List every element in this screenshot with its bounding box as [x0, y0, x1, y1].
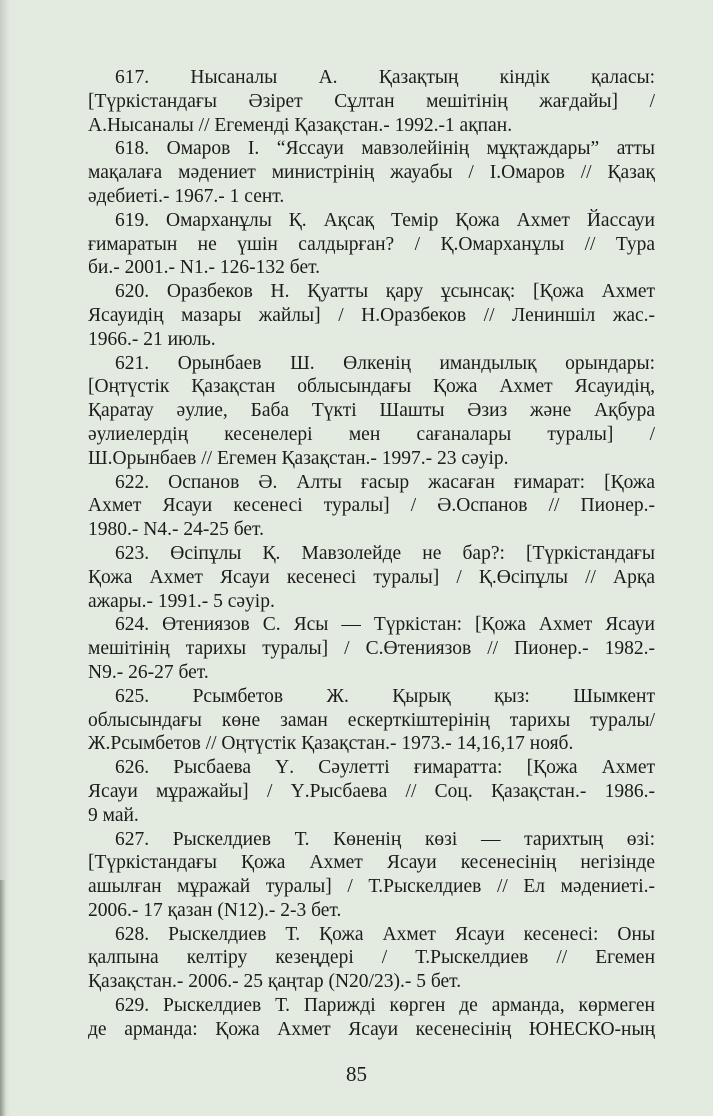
bibliography-entry: [88, 471, 655, 542]
entry-line: қалпына келтіру кезеңдері / Т.Рыскелдиев // Егемен: [88, 947, 655, 969]
bibliography-entry: [88, 137, 655, 208]
entry-line: [Түркістандағы Қожа Ахмет Ясауи кесенесінің негізінде: [88, 852, 655, 874]
entry-line: де арманда: Қожа Ахмет Ясауи кесенесінің ЮНЕСКО-ның: [88, 1018, 655, 1040]
entry-line: 621. Орынбаев Ш. Өлкенің имандылық орындары:: [115, 352, 655, 374]
entry-line: облысындағы көне заман ескерткіштерінің тарихы туралы/: [88, 709, 655, 731]
entry-line: Ш.Орынбаев // Егемен Қазақстан.- 1997.- 23 сәуір.: [88, 447, 509, 469]
entry-line: ашылған мұражай туралы] / Т.Рыскелдиев // Ел мәдениеті.-: [88, 876, 655, 898]
bibliography-entry: [88, 209, 655, 280]
bibliography-entry: [88, 923, 655, 994]
entry-line: ажары.- 1991.- 5 сәуір.: [88, 590, 275, 612]
bibliography-entry: [88, 756, 655, 827]
entry-line: Ясауи мұражайы] / Ү.Рысбаева // Соц. Қазақстан.- 1986.-: [88, 780, 655, 802]
entry-line: 9 май.: [88, 804, 139, 826]
entry-line: Ж.Рсымбетов // Оңтүстік Қазақстан.- 1973.- 14,16,17 нояб.: [88, 733, 574, 755]
entry-line: мақалаға мәдениет министрінің жауабы / І.Омаров // Қазақ: [88, 162, 655, 184]
entry-line: 629. Рыскелдиев Т. Парижді көрген де арманда, көрмеген: [115, 995, 655, 1017]
page-number: 85: [346, 1062, 367, 1086]
entry-line: 627. Рыскелдиев Т. Көненің көзі — тарихтың өзі:: [115, 828, 655, 850]
entry-line: 620. Оразбеков Н. Қуатты қару ұсынсақ: [Қожа Ахмет: [115, 281, 655, 303]
entry-line: 1966.- 21 июль.: [88, 328, 216, 350]
entry-line: 1980.- N4.- 24-25 бет.: [88, 519, 264, 541]
entry-line: ғимаратын не үшін салдырған? / Қ.Омарханұлы // Тура: [88, 233, 655, 255]
entry-line: 617. Нысаналы А. Қазақтың кіндік қаласы:: [115, 67, 655, 88]
entry-line: 623. Өсіпұлы Қ. Мавзолейде не бар?: [Түркістандағы: [115, 542, 655, 564]
entry-line: 628. Рыскелдиев Т. Қожа Ахмет Ясауи кесенесі: Оны: [115, 923, 655, 945]
entry-line: Қаратау әулие, Баба Түкті Шашты Әзиз және Ақбура: [88, 400, 655, 422]
entry-line: Қазақстан.- 2006.- 25 қаңтар (N20/23).- 5 бет.: [88, 971, 462, 993]
bibliography-entry: [88, 352, 655, 471]
entry-line: мешітінің тарихы туралы] / С.Өтениязов // Пионер.- 1982.-: [88, 638, 655, 660]
entry-line: 619. Омарханұлы Қ. Ақсақ Темір Қожа Ахмет Йассауи: [115, 209, 655, 231]
entry-line: А.Нысаналы // Егеменді Қазақстан.- 1992.-1 ақпан.: [88, 114, 513, 136]
entry-line: Ахмет Ясауи кесенесі туралы] / Ә.Оспанов // Пионер.-: [88, 495, 655, 517]
entry-line: Қожа Ахмет Ясауи кесенесі туралы] / Қ.Өсіпұлы // Арқа: [88, 566, 655, 588]
bibliography-entry: [88, 280, 655, 351]
bibliography-list: [88, 66, 655, 1042]
bibliography-entry: [88, 994, 655, 1042]
entry-line: әулиелердің кесенелері мен сағаналары туралы] /: [88, 423, 655, 445]
bibliography-entry: [88, 542, 655, 613]
entry-line: [Түркістандағы Әзірет Сұлтан мешітінің жағдайы] /: [88, 90, 655, 112]
entry-line: [Оңтүстік Қазақстан облысындағы Қожа Ахмет Ясауидің,: [88, 376, 655, 398]
entry-line: 2006.- 17 қазан (N12).- 2-3 бет.: [88, 899, 342, 921]
entry-line: Ясауидің мазары жайлы] / Н.Оразбеков // Лениншіл жас.-: [88, 304, 655, 326]
entry-line: 626. Рысбаева Ү. Сәулетті ғимаратта: [Қожа Ахмет: [115, 757, 655, 779]
entry-line: N9.- 26-27 бет.: [88, 661, 209, 683]
bibliography-entry: [88, 685, 655, 756]
entry-line: 622. Оспанов Ә. Алты ғасыр жасаған ғимарат: [Қожа: [115, 471, 655, 493]
entry-line: әдебиеті.- 1967.- 1 сент.: [88, 185, 285, 207]
bibliography-entry: [88, 828, 655, 923]
bibliography-entry: [88, 66, 655, 137]
entry-line: 624. Өтениязов С. Ясы — Түркістан: [Қожа Ахмет Ясауи: [115, 614, 655, 636]
entry-line: 618. Омаров І. “Яссауи мавзолейінің мұқтаждары” атты: [115, 138, 655, 160]
entry-line: би.- 2001.- N1.- 126-132 бет.: [88, 257, 321, 279]
bibliography-entry: [88, 613, 655, 684]
entry-line: 625. Рсымбетов Ж. Қырық қыз: Шымкент: [115, 685, 655, 707]
